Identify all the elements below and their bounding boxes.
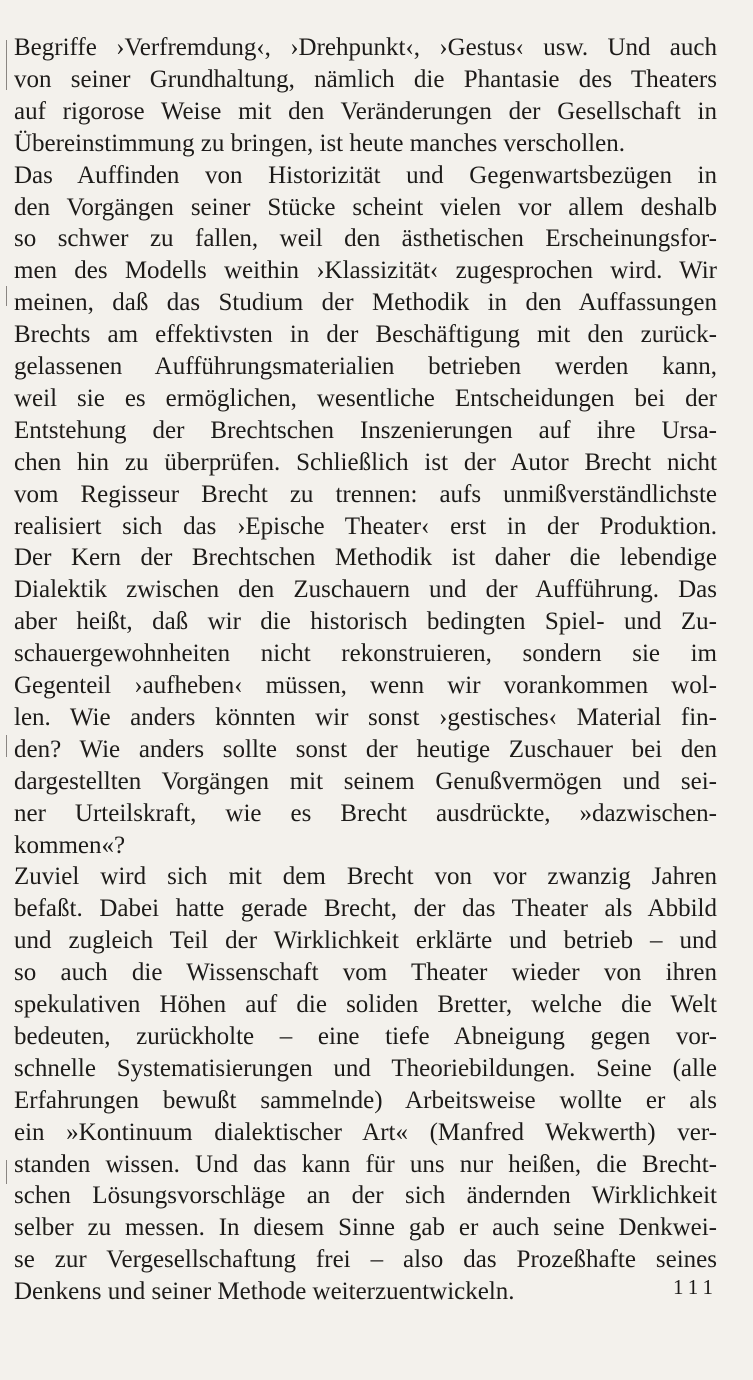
- text-line: gelassenen Aufführungsmaterialien betrieben werden kann,: [14, 353, 717, 380]
- text-line: Entstehung der Brechtschen Inszenierungen auf ihre Ursa-: [14, 416, 717, 444]
- text-line: meinen, daß das Studium der Methodik in den Auffassungen: [14, 289, 717, 317]
- text-line: Begriffe ›Verfremdung‹, ›Drehpunkt‹, ›Gestus‹ usw. Und auch: [14, 34, 717, 61]
- margin-mark: [6, 40, 7, 68]
- text-line: men des Modells weithin ›Klassizität‹ zugesprochen wird. Wir: [14, 257, 717, 285]
- text-line: von seiner Grundhaltung, nämlich die Phantasie des Theaters: [14, 65, 717, 93]
- text-line: Erfahrungen bewußt sammelnde) Arbeitsweise wollte er als: [14, 1086, 717, 1114]
- margin-mark: [6, 68, 7, 90]
- text-line: befaßt. Dabei hatte gerade Brecht, der das Theater als Abbild: [14, 895, 717, 923]
- text-line: bedeuten, zurückholte – eine tiefe Abneigung gegen vor-: [14, 1022, 717, 1050]
- text-line: Das Auffinden von Historizität und Gegenwartsbezügen in: [14, 161, 717, 189]
- text-line: ein »Kontinuum dialektischer Art« (Manfred Wekwerth) ver-: [14, 1118, 717, 1146]
- text-line: selber zu messen. In diesem Sinne gab er auch seine Denkwei-: [14, 1214, 717, 1242]
- margin-mark: [6, 1160, 7, 1184]
- text-line: dargestellten Vorgängen mit seinem Genußvermögen und sei-: [14, 767, 717, 795]
- text-line: spekulativen Höhen auf die soliden Bretter, welche die Welt: [14, 991, 717, 1018]
- page-number: 111: [673, 1275, 718, 1299]
- text-line: aber heißt, daß wir die historisch bedingten Spiel- und Zu-: [14, 608, 717, 636]
- text-line: realisiert sich das ›Epische Theater‹ erst in der Produktion.: [14, 512, 717, 540]
- text-line: vom Regisseur Brecht zu trennen: aufs unmißverständlichste: [14, 480, 717, 508]
- text-line: Übereinstimmung zu bringen, ist heute manches verschollen.: [14, 129, 625, 157]
- text-line: Dialektik zwischen den Zuschauern und der Aufführung. Das: [14, 576, 717, 604]
- text-line: Zuviel wird sich mit dem Brecht von vor zwanzig Jahren: [14, 863, 717, 891]
- text-line: und zugleich Teil der Wirklichkeit erklärte und betrieb – und: [14, 927, 717, 955]
- text-line: chen hin zu überprüfen. Schließlich ist der Autor Brecht nicht: [14, 448, 717, 476]
- text-line: Gegenteil ›aufheben‹ müssen, wenn wir vorankommen wol-: [14, 672, 717, 699]
- text-line: schauergewohnheiten nicht rekonstruieren, sondern sie im: [14, 640, 717, 668]
- text-line: schen Lösungsvorschläge an der sich ändernden Wirklichkeit: [14, 1182, 717, 1210]
- text-line: len. Wie anders könnten wir sonst ›gestisches‹ Material fin-: [14, 703, 717, 731]
- text-line: den Vorgängen seiner Stücke scheint vielen vor allem deshalb: [14, 193, 717, 221]
- text-line: so schwer zu fallen, weil den ästhetischen Erscheinungsfor-: [14, 225, 717, 253]
- text-line: schnelle Systematisierungen und Theoriebildungen. Seine (alle: [14, 1054, 717, 1082]
- text-line: Der Kern der Brechtschen Methodik ist daher die lebendige: [14, 544, 717, 572]
- text-line: kommen«?: [14, 831, 126, 859]
- text-line: se zur Vergesellschaftung frei – also das Prozeßhafte seines: [14, 1246, 717, 1274]
- text-line: ner Urteilskraft, wie es Brecht ausdrückte, »dazwischen-: [14, 799, 717, 827]
- margin-mark: [6, 286, 7, 306]
- text-line: den? Wie anders sollte sonst der heutige Zuschauer bei den: [14, 735, 717, 763]
- text-line: standen wissen. Und das kann für uns nur heißen, die Brecht-: [14, 1150, 717, 1178]
- text-line: so auch die Wissenschaft vom Theater wieder von ihren: [14, 959, 717, 987]
- text-line: auf rigorose Weise mit den Veränderungen der Gesellschaft in: [14, 97, 717, 125]
- text-line: weil sie es ermöglichen, wesentliche Entscheidungen bei der: [14, 384, 717, 412]
- text-line: Brechts am effektivsten in der Beschäftigung mit den zurück-: [14, 321, 717, 349]
- margin-mark: [6, 735, 7, 757]
- text-line: Denkens und seiner Methode weiterzuentwickeln.: [14, 1278, 515, 1306]
